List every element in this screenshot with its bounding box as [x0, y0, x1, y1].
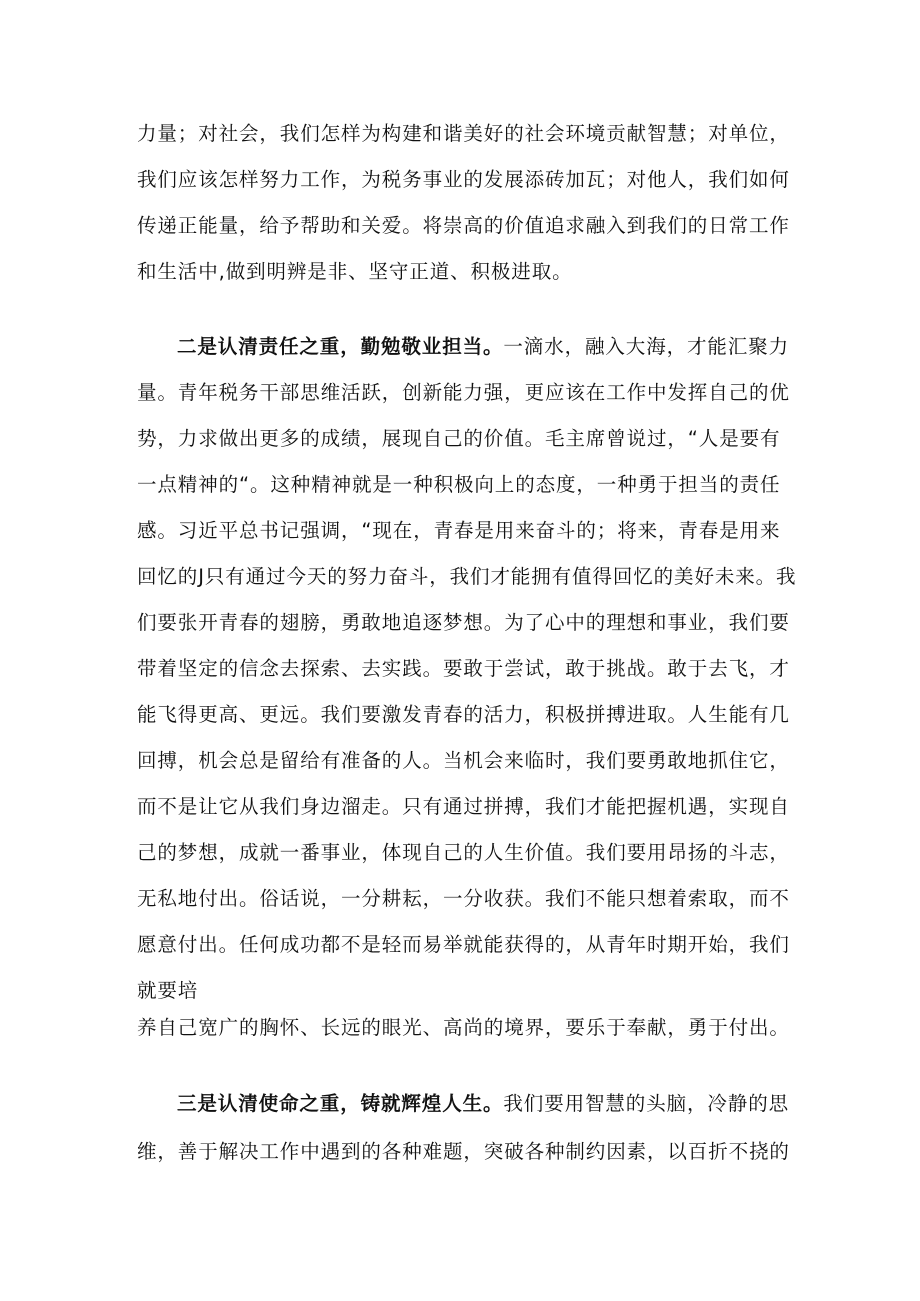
text-line: 愿意付出。任何成功都不是轻而易举就能获得的，从青年时期开始，我们	[137, 933, 790, 956]
text-line: 带着坚定的信念去探索、去实践。要敢于尝试，敢于挑战。敢于去飞，才	[137, 657, 790, 680]
text-line: 量。青年税务干部思维活跃，创新能力强，更应该在工作中发挥自己的优	[137, 381, 790, 404]
text-line: 我们应该怎样努力工作，为税务事业的发展添砖加瓦；对他人，我们如何	[137, 168, 790, 191]
text-line: 无私地付出。俗话说，一分耕耘，一分收获。我们不能只想着索取，而不	[137, 887, 790, 910]
text-line: 养自己宽广的胸怀、长远的眼光、高尚的境界，要乐于奉献，勇于付出。	[137, 1016, 790, 1039]
text-line: 力量；对社会，我们怎样为构建和谐美好的社会环境贡献智慧；对单位，	[137, 122, 790, 145]
text-line: 己的梦想，成就一番事业，体现自己的人生价值。我们要用昂扬的斗志，	[137, 841, 790, 864]
text-line: 势，力求做出更多的成绩，展现自己的价值。毛主席曾说过，“人是要有	[137, 427, 781, 450]
text-line: 传递正能量，给予帮助和关爱。将崇高的价值追求融入到我们的日常工作	[137, 214, 790, 237]
text-line: 回忆的J只有通过今天的努力奋斗，我们才能拥有值得回忆的美好未来。我	[137, 565, 797, 588]
paragraph-heading: 二是认清责任之重，勤勉敬业担当。	[177, 335, 504, 358]
text-line: 能飞得更高、更远。我们要激发青春的活力，积极拼搏进取。人生能有几	[137, 703, 790, 726]
text-line: 和生活中,做到明辨是非、坚守正道、积极进取。	[137, 260, 573, 283]
paragraph-first-line	[177, 335, 789, 359]
text-line: 就要培	[137, 979, 199, 1002]
text-line: 回搏，机会总是留给有准备的人。当机会来临时，我们要勇敢地抓住它，	[137, 749, 790, 772]
text-line: 们要张开青春的翅膀，勇敢地追逐梦想。为了心中的理想和事业，我们要	[137, 611, 790, 634]
paragraph-heading: 三是认清使命之重，铸就辉煌人生。	[177, 1092, 504, 1115]
text-run: 一滴水，融入大海，才能汇聚力	[503, 335, 790, 358]
paragraph-first-line	[177, 1092, 789, 1116]
text-line: 而不是让它从我们身边溜走。只有通过拼搏，我们才能把握机遇，实现自	[137, 795, 790, 818]
text-line: 感。习近平总书记强调，“现在，青春是用来奋斗的；将来，青春是用来	[137, 519, 781, 542]
text-line: 一点精神的“。这种精神就是一种积极向上的态度，一种勇于担当的责任	[137, 473, 781, 496]
text-line: 维，善于解决工作中遇到的各种难题，突破各种制约因素，以百折不挠的	[137, 1140, 790, 1163]
text-run: 我们要用智慧的头脑，冷静的思	[503, 1092, 790, 1115]
